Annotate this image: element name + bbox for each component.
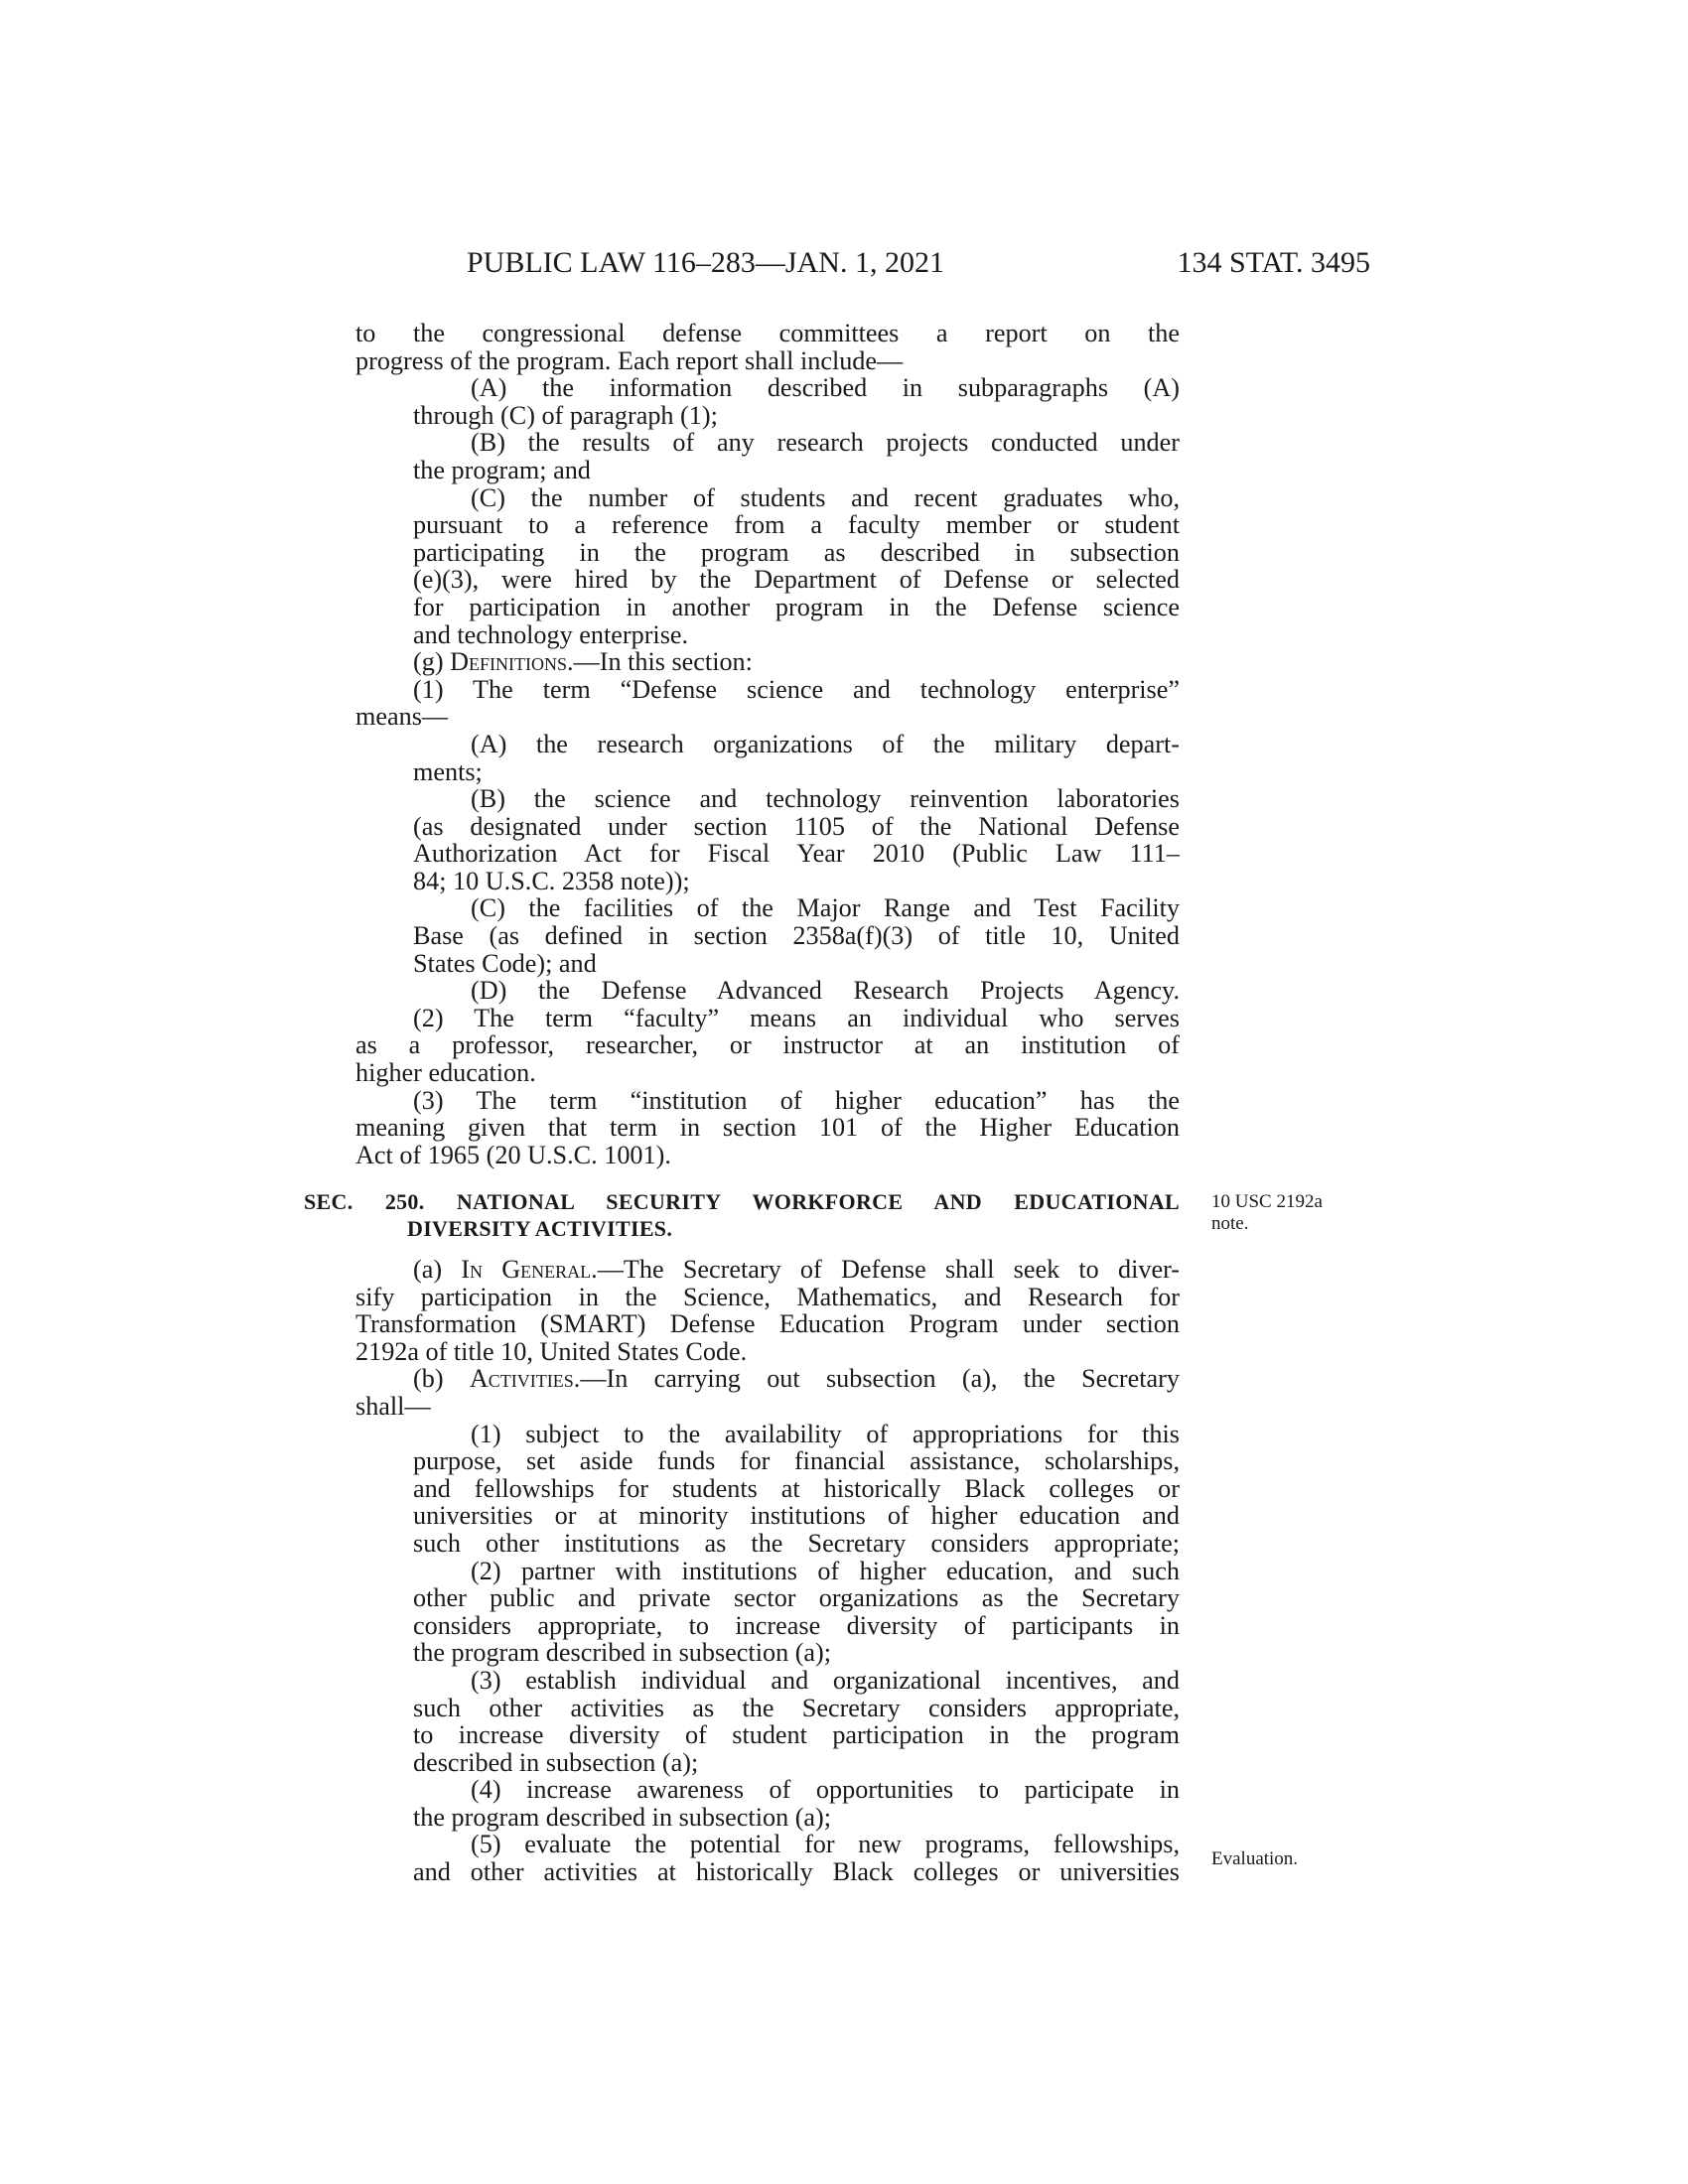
public-law-title: PUBLIC LAW 116–283—JAN. 1, 2021	[467, 246, 944, 279]
text-line: (3) establish individual and organizational incentives, and	[471, 1665, 1180, 1695]
text-line: described in subsection (a);	[413, 1747, 699, 1777]
text-line: to increase diversity of student participation in the program	[413, 1720, 1180, 1750]
text-line: pursuant to a reference from a faculty member or student	[413, 510, 1180, 540]
subsection-rest: .—In this section:	[567, 647, 753, 677]
text-line: participating in the program as described in subsection	[413, 537, 1180, 567]
text-line: the program; and	[413, 455, 591, 484]
statute-page-number: 134 STAT. 3495	[1177, 246, 1370, 279]
text-line: progress of the program. Each report shall include—	[355, 345, 904, 375]
text-line: (1) The term “Defense science and technology enterprise”	[413, 674, 1180, 704]
text-line: 2192a of title 10, United States Code.	[355, 1336, 748, 1366]
text-line: other public and private sector organizations as the Secretary	[413, 1583, 1180, 1613]
text-line: and fellowships for students at historically Black colleges or	[413, 1473, 1180, 1503]
statute-text-top	[355, 320, 1180, 1168]
text-line: such other institutions as the Secretary considers appropriate;	[413, 1528, 1180, 1558]
text-line: as a professor, researcher, or instructor at an institution of	[355, 1030, 1180, 1060]
text-line: (C) the number of students and recent graduates who,	[471, 482, 1180, 512]
text-line: (5) evaluate the potential for new programs, fellowships,	[471, 1830, 1180, 1859]
definitions-subsection-heading	[355, 648, 1180, 676]
section-heading-line: SEC. 250. NATIONAL SECURITY WORKFORCE AND EDUCATIONAL	[304, 1189, 1180, 1214]
usc-citation: 10 USC 2192a	[1211, 1191, 1323, 1212]
text-line: (1) subject to the availability of appropriations for this	[471, 1419, 1180, 1448]
text-line: sify participation in the Science, Mathematics, and Research for	[355, 1282, 1180, 1311]
text-line: through (C) of paragraph (1);	[413, 400, 718, 430]
text-line: for participation in another program in the Defense science	[413, 592, 1180, 621]
subsection-caps-title: Definitions	[450, 647, 567, 677]
text-line: 84; 10 U.S.C. 2358 note));	[413, 866, 690, 895]
text-line: (C) the facilities of the Major Range and Test Facility	[471, 893, 1180, 923]
text-line: purpose, set aside funds for financial assistance, scholarships,	[413, 1446, 1180, 1476]
text-line: the program described in subsection (a);	[413, 1802, 832, 1832]
text-line: universities or at minority institutions of higher education and	[413, 1501, 1180, 1531]
text-line: Base (as defined in section 2358a(f)(3) of title 10, United	[413, 921, 1180, 951]
text-line: (3) The term “institution of higher education” has the	[413, 1085, 1180, 1115]
text-line: means—	[355, 702, 449, 732]
text-line: States Code); and	[413, 948, 597, 978]
subsection-label: (a)	[413, 1255, 462, 1284]
page-header	[467, 246, 1370, 286]
usc-citation-note	[1211, 1191, 1323, 1235]
text-line: such other activities as the Secretary considers appropriate,	[413, 1693, 1180, 1722]
subsection-rest: .—In carrying out subsection (a), the Secretary	[573, 1364, 1180, 1394]
subsection-caps-title: In General	[461, 1255, 592, 1284]
text-line: (B) the results of any research projects conducted under	[471, 428, 1180, 458]
text-line: meaning given that term in section 101 of the Higher Education	[355, 1113, 1180, 1143]
statute-text-bottom	[355, 1256, 1180, 1886]
section-heading-line: DIVERSITY ACTIVITIES.	[407, 1216, 673, 1241]
text-line: considers appropriate, to increase diversity of participants in	[413, 1610, 1180, 1640]
subsection-label: (g)	[413, 647, 451, 677]
text-line: (B) the science and technology reinvention laboratories	[471, 784, 1180, 814]
text-line: (e)(3), were hired by the Department of Defense or selected	[413, 565, 1180, 595]
text-line: (D) the Defense Advanced Research Projects Agency.	[471, 976, 1180, 1006]
text-line: (A) the information described in subparagraphs (A)	[471, 373, 1180, 403]
text-line: and technology enterprise.	[413, 619, 689, 649]
section-heading	[304, 1188, 1180, 1242]
text-line: (2) The term “faculty” means an individual who serves	[413, 1003, 1180, 1032]
text-line: Authorization Act for Fiscal Year 2010 (Public Law 111–	[413, 839, 1180, 869]
text-line: Act of 1965 (20 U.S.C. 1001).	[355, 1140, 671, 1169]
text-line: to the congressional defense committees a report on the	[355, 319, 1180, 347]
text-line: and other activities at historically Black colleges or universities	[413, 1857, 1180, 1887]
activities-subsection-heading	[355, 1365, 1180, 1393]
text-line: Transformation (SMART) Defense Education Program under section	[355, 1309, 1180, 1339]
usc-citation-suffix: note.	[1211, 1213, 1249, 1234]
subsection-caps-title: Activities	[469, 1364, 574, 1394]
subsection-label: (b)	[413, 1364, 470, 1394]
text-line: shall—	[355, 1391, 431, 1421]
general-subsection-heading	[355, 1256, 1180, 1284]
text-line: ments;	[413, 756, 483, 786]
text-line: (A) the research organizations of the military depart-	[471, 729, 1180, 758]
subsection-rest: .—The Secretary of Defense shall seek to diver-	[591, 1255, 1181, 1284]
text-line: the program described in subsection (a);	[413, 1638, 832, 1668]
evaluation-margin-note: Evaluation.	[1211, 1848, 1299, 1869]
text-line: (as designated under section 1105 of the National Defense	[413, 811, 1180, 841]
text-line: higher education.	[355, 1058, 536, 1088]
text-line: (2) partner with institutions of higher education, and such	[471, 1556, 1180, 1585]
text-line: (4) increase awareness of opportunities to participate in	[471, 1775, 1180, 1805]
